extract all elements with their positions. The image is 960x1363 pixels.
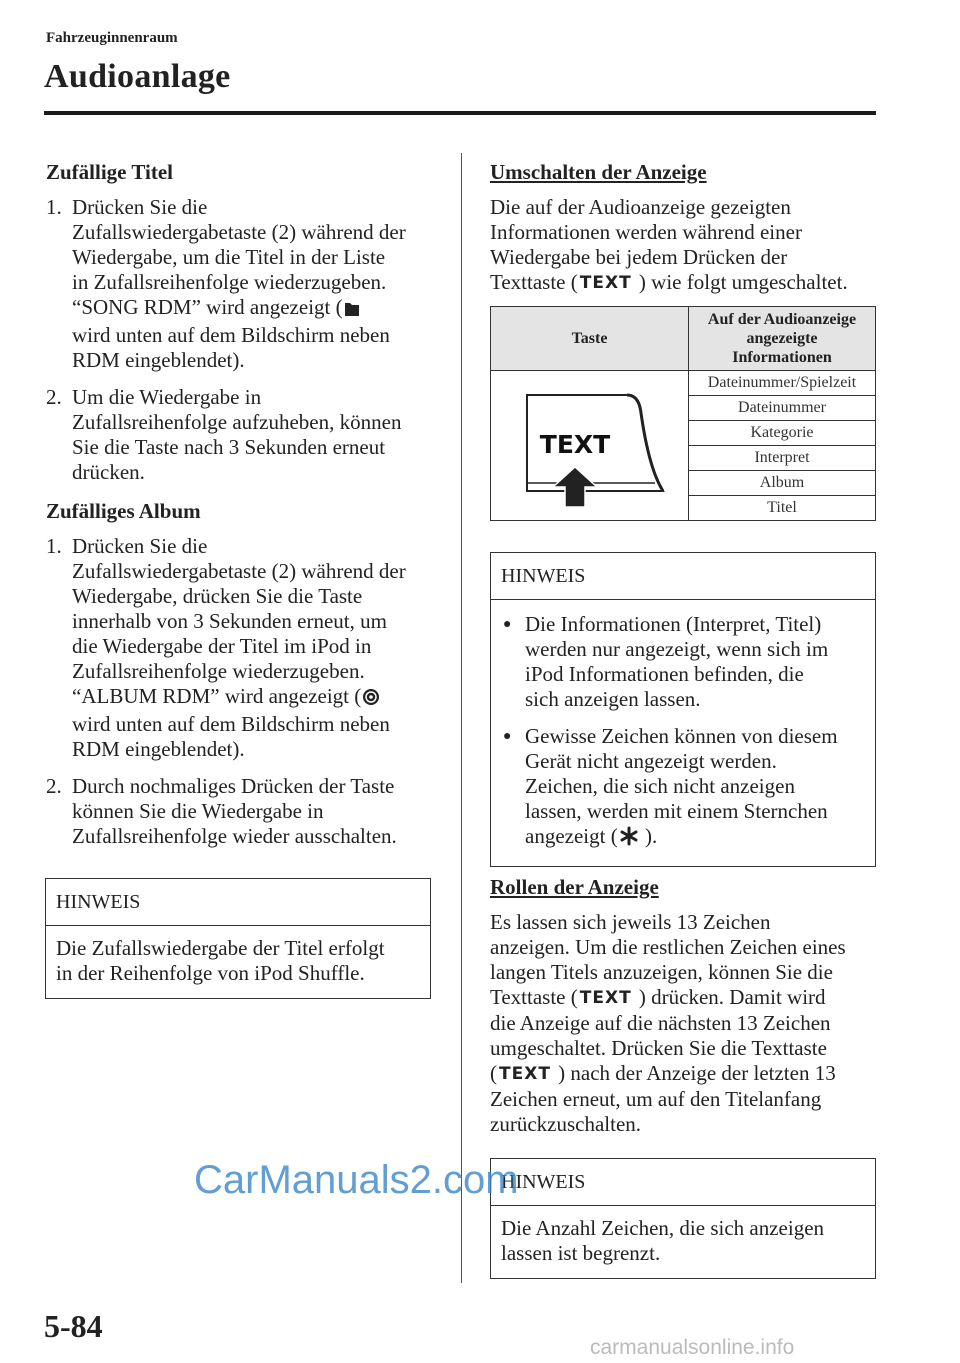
text-line: Drücken Sie die bbox=[72, 195, 208, 219]
bullet-item bbox=[501, 612, 865, 712]
text-line: Um die Wiedergabe in bbox=[72, 385, 262, 409]
page-title: Audioanlage bbox=[44, 58, 231, 95]
text-line: Wiedergabe bei jedem Drücken der bbox=[490, 245, 788, 269]
illustration-key-label: TEXT bbox=[539, 430, 610, 459]
text-line: können Sie die Wiedergabe in bbox=[72, 799, 324, 823]
text-line bbox=[490, 1061, 878, 1087]
text-line: Gerät nicht angezeigt werden. bbox=[525, 749, 777, 773]
text-key-label: TEXT bbox=[499, 1064, 551, 1084]
text-line: lassen ist begrenzt. bbox=[501, 1241, 661, 1265]
note-box-left bbox=[45, 878, 431, 999]
text-line: Die Informationen (Interpret, Titel) bbox=[525, 612, 822, 636]
scroll-paragraph bbox=[490, 910, 878, 1137]
text-line: Zeichen, die sich nicht anzeigen bbox=[525, 774, 795, 798]
asterisk-icon bbox=[619, 826, 639, 852]
note-title: HINWEIS bbox=[46, 879, 430, 926]
text-line: zurückzuschalten. bbox=[490, 1112, 642, 1136]
list-item bbox=[46, 385, 436, 485]
text-span: ( bbox=[490, 1061, 497, 1085]
text-line: wird unten auf dem Bildschirm neben bbox=[72, 712, 390, 736]
table-cell: Kategorie bbox=[689, 421, 876, 446]
section-label: Fahrzeuginnenraum bbox=[46, 30, 178, 46]
text-line: Die auf der Audioanzeige gezeigten bbox=[490, 195, 791, 219]
table-header-row bbox=[491, 307, 876, 371]
header-line: Auf der Audioanzeige bbox=[707, 311, 857, 328]
heading-switch-display: Umschalten der Anzeige bbox=[490, 160, 707, 184]
text-line: Gewisse Zeichen können von diesem bbox=[525, 724, 838, 748]
text-line: langen Titels anzuzeigen, können Sie die bbox=[490, 960, 833, 984]
text-line: lassen, werden mit einem Sternchen bbox=[525, 799, 828, 823]
heading-random-tracks: Zufällige Titel bbox=[46, 160, 173, 184]
bullet-icon: ● bbox=[503, 617, 512, 632]
text-line: RDM eingeblendet). bbox=[72, 737, 245, 761]
header-rule bbox=[44, 111, 876, 115]
column-divider bbox=[461, 153, 462, 1283]
note-title: HINWEIS bbox=[491, 553, 875, 600]
header-line: angezeigte bbox=[746, 330, 818, 347]
text-line: die Anzeige auf die nächsten 13 Zeichen bbox=[490, 1011, 831, 1035]
text-span: Texttaste ( bbox=[490, 985, 578, 1009]
random-tracks-steps bbox=[46, 195, 436, 485]
text-line: Zufallswiedergabetaste (2) während der bbox=[72, 559, 406, 583]
random-album-steps bbox=[46, 534, 436, 849]
key-table-wrapper bbox=[490, 306, 876, 521]
list-item bbox=[46, 534, 436, 762]
table-cell: Album bbox=[689, 471, 876, 496]
step-number: 2. bbox=[46, 774, 62, 798]
text-span: ) nach der Anzeige der letzten 13 bbox=[552, 1061, 836, 1085]
list-item bbox=[46, 195, 436, 373]
col-header-info bbox=[689, 307, 876, 371]
left-column bbox=[46, 160, 436, 849]
text-line: Zufallsreihenfolge wiederzugeben. bbox=[72, 659, 365, 683]
note-box-right-1 bbox=[490, 552, 876, 867]
header-line: Informationen bbox=[732, 349, 832, 366]
text-line: sich anzeigen lassen. bbox=[525, 687, 701, 711]
text-line: umgeschaltet. Drücken Sie die Texttaste bbox=[490, 1036, 827, 1060]
table-cell: Interpret bbox=[689, 446, 876, 471]
text-line: RDM eingeblendet). bbox=[72, 348, 245, 372]
text-line: Zufallsreihenfolge aufzuheben, können bbox=[72, 410, 402, 434]
text-line: Zeichen erneut, um auf den Titelanfang bbox=[490, 1087, 822, 1111]
table-row bbox=[491, 371, 876, 396]
text-line: Wiedergabe, drücken Sie die Taste bbox=[72, 584, 363, 608]
text-line: Die Anzahl Zeichen, die sich anzeigen bbox=[501, 1216, 825, 1240]
text-line bbox=[490, 270, 878, 296]
bullet-icon: ● bbox=[503, 729, 512, 744]
note-title: HINWEIS bbox=[491, 1159, 875, 1206]
note-body bbox=[491, 1206, 875, 1278]
text-span: ) wie folgt umgeschaltet. bbox=[633, 270, 848, 294]
text-line: Die Zufallswiedergabe der Titel erfolgt bbox=[56, 936, 385, 960]
page-number: 5-84 bbox=[44, 1308, 103, 1344]
col-header-key: Taste bbox=[491, 307, 689, 371]
table-cell: Titel bbox=[689, 496, 876, 521]
text-line: Es lassen sich jeweils 13 Zeichen bbox=[490, 910, 771, 934]
text-span: angezeigt ( bbox=[525, 824, 618, 848]
text-line: anzeigen. Um die restlichen Zeichen eines bbox=[490, 935, 846, 959]
text-line: Durch nochmaliges Drücken der Taste bbox=[72, 774, 395, 798]
text-line: in Zufallsreihenfolge wiederzugeben. bbox=[72, 270, 387, 294]
text-span: “SONG RDM” wird angezeigt ( bbox=[72, 295, 343, 319]
text-line: Sie die Taste nach 3 Sekunden erneut bbox=[72, 435, 386, 459]
step-number: 2. bbox=[46, 385, 62, 409]
note-body bbox=[491, 600, 875, 866]
text-span: “ALBUM RDM” wird angezeigt ( bbox=[72, 684, 362, 708]
right-column bbox=[490, 160, 878, 296]
text-line: drücken. bbox=[72, 460, 145, 484]
text-key-label: TEXT bbox=[579, 273, 632, 293]
note-body bbox=[46, 926, 430, 998]
text-line bbox=[490, 985, 878, 1011]
text-line: wird unten auf dem Bildschirm neben bbox=[72, 323, 390, 347]
text-line: Zufallswiedergabetaste (2) während der bbox=[72, 220, 406, 244]
list-item bbox=[46, 774, 436, 849]
watermark-footer: carmanualsonline.info bbox=[590, 1336, 795, 1359]
table-cell: Dateinummer bbox=[689, 396, 876, 421]
text-line bbox=[72, 295, 436, 323]
heading-scroll-display: Rollen der Anzeige bbox=[490, 875, 659, 899]
text-line: Zufallsreihenfolge wieder ausschalten. bbox=[72, 824, 397, 848]
text-span: ) drücken. Damit wird bbox=[633, 985, 826, 1009]
text-line: Wiedergabe, um die Titel in der Liste bbox=[72, 245, 386, 269]
text-line: Drücken Sie die bbox=[72, 534, 208, 558]
heading-random-album: Zufälliges Album bbox=[46, 499, 201, 523]
key-table bbox=[490, 306, 876, 521]
text-line: in der Reihenfolge von iPod Shuffle. bbox=[56, 961, 365, 985]
note-box-right-2 bbox=[490, 1158, 876, 1279]
text-key-label: TEXT bbox=[579, 988, 632, 1008]
step-number: 1. bbox=[46, 195, 62, 219]
text-span: ). bbox=[639, 824, 658, 848]
text-line: werden nur angezeigt, wenn sich im bbox=[525, 637, 829, 661]
text-line: die Wiedergabe der Titel im iPod in bbox=[72, 634, 372, 658]
text-line bbox=[72, 684, 436, 712]
text-line: iPod Informationen befinden, die bbox=[525, 662, 804, 686]
text-line bbox=[525, 824, 838, 852]
text-key-illustration bbox=[515, 373, 665, 513]
folder-icon bbox=[344, 298, 360, 323]
text-span: Texttaste ( bbox=[490, 270, 578, 294]
step-number: 1. bbox=[46, 534, 62, 558]
switch-paragraph bbox=[490, 195, 878, 296]
watermark-logo: CarManuals2.com bbox=[194, 1158, 519, 1202]
table-cell: Dateinummer/Spielzeit bbox=[689, 371, 876, 396]
album-disc-icon bbox=[362, 687, 380, 712]
text-line: Informationen werden während einer bbox=[490, 220, 802, 244]
text-line: innerhalb von 3 Sekunden erneut, um bbox=[72, 609, 387, 633]
bullet-item bbox=[501, 724, 865, 852]
text-key-illustration-cell bbox=[491, 371, 689, 521]
scroll-section bbox=[490, 875, 878, 1137]
